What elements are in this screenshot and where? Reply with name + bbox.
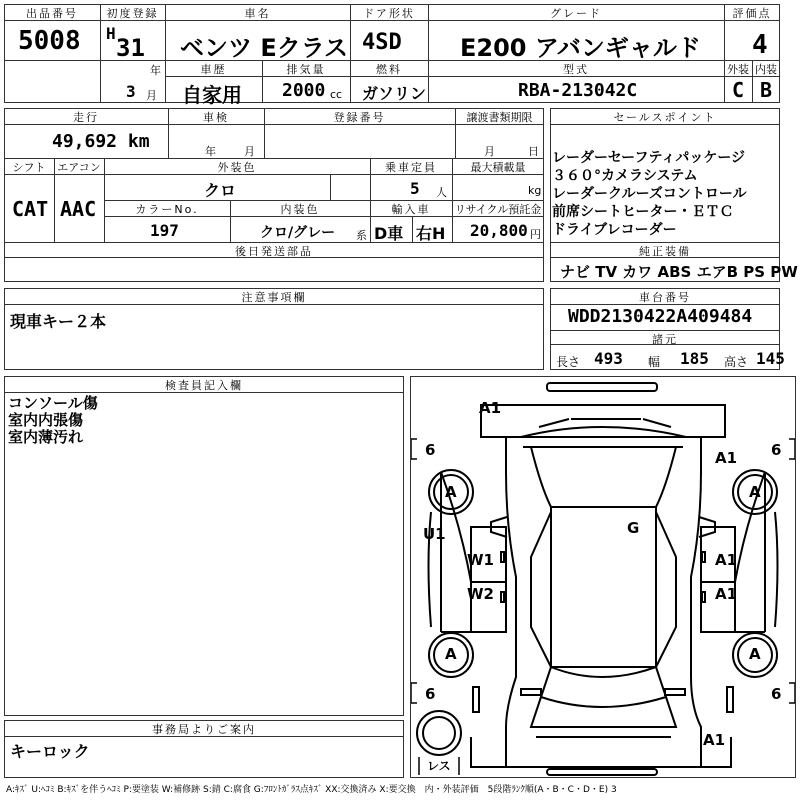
car-name: ベンツ Eクラス bbox=[180, 34, 349, 62]
car-name-label: 車名 bbox=[244, 7, 271, 20]
inspector-note: 室内薄汚れ bbox=[8, 428, 84, 446]
mark-front-bumper: A1 bbox=[479, 399, 502, 417]
capacity-label: 乗車定員 bbox=[385, 161, 437, 174]
width-label: 幅 bbox=[648, 355, 661, 369]
grade: E200 アバンギャルド bbox=[460, 34, 701, 62]
mark-right-rear-door: A1 bbox=[715, 585, 738, 603]
month-unit: 月 bbox=[146, 89, 159, 102]
mark-roof: G bbox=[627, 519, 640, 537]
max-load-unit: kg bbox=[528, 184, 542, 197]
chassis-label: 車台番号 bbox=[639, 291, 691, 304]
sales-point-item: ドライブレコーダー bbox=[552, 222, 677, 238]
ext-color-label: 外装色 bbox=[217, 161, 257, 174]
exterior-grade: C bbox=[732, 78, 745, 102]
model-code-label: 型式 bbox=[563, 63, 589, 76]
mark-tire-fr: 6 bbox=[771, 441, 782, 459]
transfer-month-unit: 月 bbox=[484, 145, 497, 158]
inspector-notes bbox=[8, 395, 98, 446]
genuine-label: 純正装備 bbox=[639, 245, 691, 258]
month: 3 bbox=[126, 82, 136, 101]
chassis-number: WDD2130422A409484 bbox=[568, 306, 753, 327]
interior-grade: B bbox=[760, 78, 773, 102]
legend: A:ｷｽﾞ U:ﾍｺﾐ B:ｷｽﾞを伴うﾍｺﾐ P:要塗装 W:補修跡 S:錆 C:腐食 G:ﾌﾛﾝﾄｶﾞﾗｽ点ｷｽﾞ XX:交換済み X:要交換 内・外装評価 5段階ﾗﾝｸ順(A・B・C・D・E) 3 bbox=[6, 785, 617, 795]
mark-wheel-rr: A bbox=[749, 645, 761, 663]
inspector-note: 室内内張傷 bbox=[8, 411, 84, 429]
history-label: 車歴 bbox=[200, 63, 227, 76]
width: 185 bbox=[680, 349, 709, 368]
mark-tire-fl: 6 bbox=[425, 441, 436, 459]
inspection-year-unit: 年 bbox=[205, 145, 218, 158]
displacement-label: 排気量 bbox=[286, 63, 326, 76]
score-label: 評価点 bbox=[732, 7, 772, 20]
lot-number: 5008 bbox=[18, 26, 81, 56]
office-text: キーロック bbox=[10, 742, 90, 761]
max-load-label: 最大積載量 bbox=[470, 161, 526, 174]
score: 4 bbox=[752, 30, 768, 60]
fuel: ガソリン bbox=[362, 84, 427, 103]
displacement: 2000 bbox=[282, 80, 326, 101]
car-outline bbox=[411, 377, 795, 777]
inspector-label: 検査員記入欄 bbox=[165, 379, 243, 392]
later-parts-label: 後日発送部品 bbox=[235, 245, 313, 258]
notes-text: 現車キー２本 bbox=[10, 312, 107, 331]
interior-label: 内装 bbox=[755, 63, 777, 76]
color-no-label: カラーNo. bbox=[135, 203, 199, 216]
mark-left-front-door: W1 bbox=[467, 551, 494, 569]
height-label: 高さ bbox=[724, 355, 749, 369]
sales-point-label: セールスポイント bbox=[613, 111, 717, 124]
import-r: 右H bbox=[416, 224, 446, 243]
era: H bbox=[106, 24, 116, 43]
mark-right-front-door: A1 bbox=[715, 551, 738, 569]
aircon-label: エアコン bbox=[57, 161, 101, 174]
displacement-unit: cc bbox=[330, 88, 343, 101]
office-label: 事務局よりご案内 bbox=[152, 723, 256, 736]
mileage: 49,692 km bbox=[52, 131, 150, 152]
exterior-label: 外装 bbox=[727, 63, 749, 76]
int-color-label: 内装色 bbox=[280, 203, 320, 216]
shift: CAT bbox=[12, 197, 49, 221]
aircon: AAC bbox=[60, 197, 97, 221]
sales-points-list bbox=[552, 149, 747, 239]
mark-tire-rr: 6 bbox=[771, 685, 782, 703]
mark-spare: レス bbox=[427, 759, 451, 773]
inspector-note: コンソール傷 bbox=[8, 394, 98, 412]
genuine-equipment: ナビ TV カワ ABS エアB PS PW bbox=[560, 263, 798, 281]
ext-color: クロ bbox=[204, 181, 237, 200]
shift-label: シフト bbox=[12, 161, 46, 174]
mark-left-rear-door: W2 bbox=[467, 585, 494, 603]
recycle-label: リサイクル預託金 bbox=[454, 203, 542, 216]
history: 自家用 bbox=[182, 83, 242, 107]
capacity-unit: 人 bbox=[436, 186, 447, 199]
recycle: 20,800 bbox=[470, 221, 528, 240]
capacity: 5 bbox=[410, 179, 420, 198]
sales-point-item: レーダークルーズコントロール bbox=[552, 186, 747, 202]
mileage-label: 走行 bbox=[73, 111, 99, 124]
sales-point-item: ３６０°カメラシステム bbox=[552, 168, 698, 184]
registration-label: 登録番号 bbox=[333, 111, 386, 124]
inspection-month-unit: 月 bbox=[244, 145, 257, 158]
int-color-suffix: 系 bbox=[356, 229, 367, 242]
int-color: クロ/グレー bbox=[260, 225, 336, 241]
first-reg-label: 初度登録 bbox=[106, 7, 159, 20]
doors-label: ドア形状 bbox=[363, 7, 415, 20]
car-diagram bbox=[410, 376, 796, 778]
notes-label: 注意事項欄 bbox=[241, 291, 307, 304]
mark-tire-rl: 6 bbox=[425, 685, 436, 703]
color-no: 197 bbox=[150, 221, 179, 240]
grade-label: グレード bbox=[550, 7, 602, 20]
inspection-label: 車検 bbox=[203, 111, 229, 124]
sales-point-item: 前席シートヒーター・ＥＴＣ bbox=[552, 204, 734, 220]
mark-front-right-fender: A1 bbox=[715, 449, 738, 467]
import-d: D車 bbox=[374, 224, 404, 243]
mark-wheel-rl: A bbox=[445, 645, 457, 663]
fuel-label: 燃料 bbox=[376, 63, 402, 76]
doors: 4SD bbox=[362, 30, 402, 55]
recycle-unit: 円 bbox=[530, 228, 541, 241]
mark-wheel-fr: A bbox=[749, 483, 761, 501]
mark-rear-bumper: A1 bbox=[703, 731, 726, 749]
length-label: 長さ bbox=[556, 355, 581, 369]
model-code: RBA-213042C bbox=[518, 80, 638, 101]
year-unit: 年 bbox=[150, 64, 163, 77]
height: 145 bbox=[756, 349, 785, 368]
mark-wheel-fl: A bbox=[445, 483, 457, 501]
transfer-deadline-label: 譲渡書類期限 bbox=[466, 111, 533, 124]
import-label: 輸入車 bbox=[391, 203, 431, 216]
lot-number-label: 出品番号 bbox=[26, 7, 78, 20]
mark-left-fender: U1 bbox=[423, 525, 446, 543]
specs-label: 諸元 bbox=[652, 333, 678, 346]
transfer-day-unit: 日 bbox=[528, 145, 541, 158]
year: 31 bbox=[116, 34, 145, 62]
sales-point-item: レーダーセーフティパッケージ bbox=[552, 150, 746, 166]
length: 493 bbox=[594, 349, 623, 368]
